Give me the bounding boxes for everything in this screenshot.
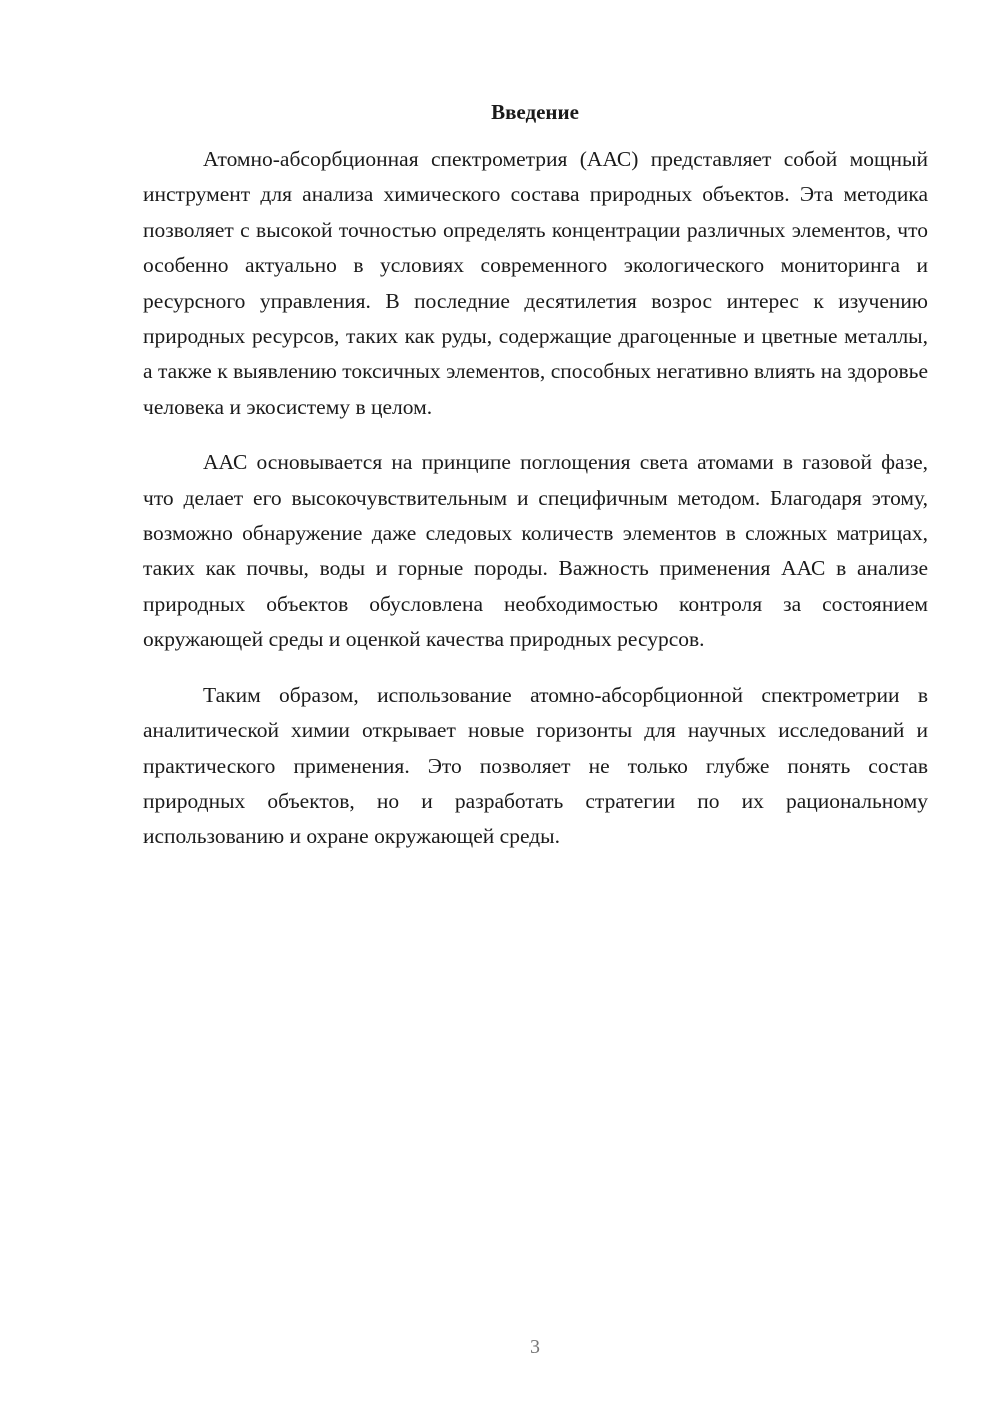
- section-heading: Введение: [491, 100, 579, 124]
- paragraph-1: Атомно-абсорбционная спектрометрия (ААС) представляет собой мощный инструмент для анализа химического состава природных объектов. Эта методика позволяет с высокой точностью определять концентрации различных элементов, что особенно актуально в условиях современного экологического мониторинга и ресурсного управления. В последние десятилетия возрос интерес к изучению природных ресурсов, таких как руды, содержащие драгоценные и цветные металлы, а также к выявлению токсичных элементов, способных негативно влиять на здоровье человека и экосистему в целом.: [143, 147, 928, 419]
- paragraph-2: ААС основывается на принципе поглощения света атомами в газовой фазе, что делает его высокочувствительным и специфичным методом. Благодаря этому, возможно обнаружение даже следовых количеств элементов в сложных матрицах, таких как почвы, воды и горные породы. Важность применения ААС в анализе природных объектов обусловлена необходимостью контроля за состоянием окружающей среды и оценкой качества природных ресурсов.: [143, 450, 928, 652]
- body-text: [143, 142, 928, 875]
- page-number: 3: [530, 1336, 540, 1358]
- paragraph-3: Таким образом, использование атомно-абсорбционной спектрометрии в аналитической химии открывает новые горизонты для научных исследований и практического применения. Это позволяет не только глубже понять состав природных объектов, но и разработать стратегии по их рациональному использованию и охране окружающей среды.: [143, 682, 928, 849]
